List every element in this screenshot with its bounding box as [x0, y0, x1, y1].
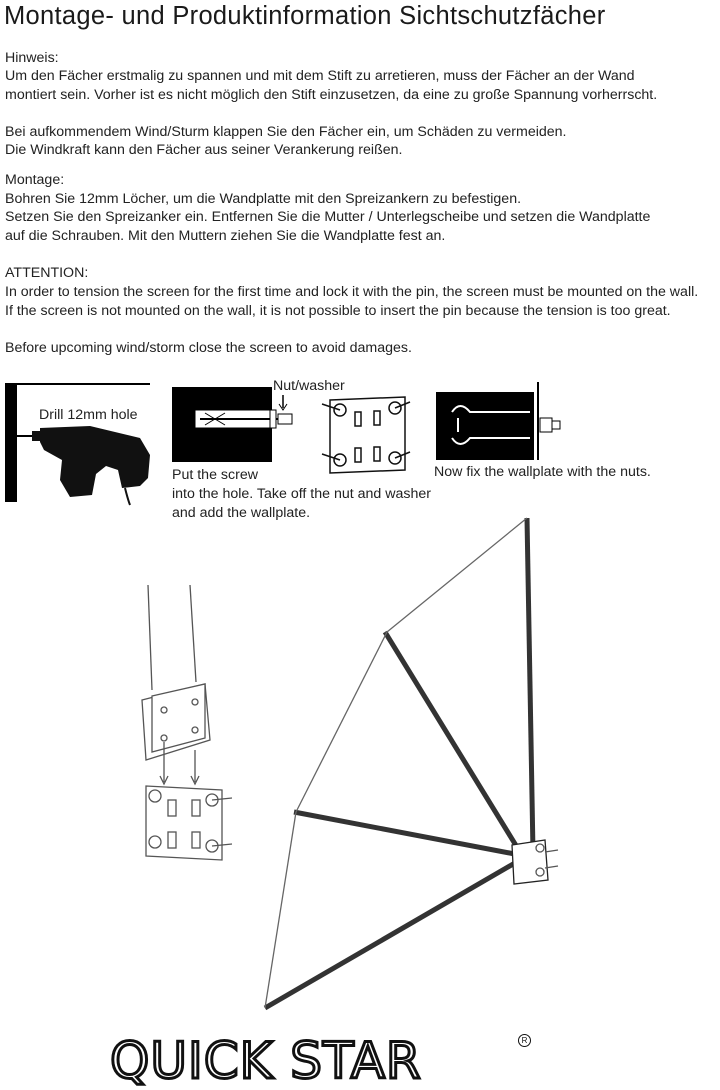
drill-illustration	[5, 384, 150, 505]
montage-line-2: Setzen Sie den Spreizanker ein. Entfernen Sie die Mutter / Unterlegscheibe und setzen die Wandplatte	[5, 209, 651, 225]
attention-line-3: Before upcoming wind/storm close the screen to avoid damages.	[5, 340, 412, 356]
montage-line-1: Bohren Sie 12mm Löcher, um die Wandplatte mit den Spreizankern zu befestigen.	[5, 191, 522, 207]
montage-heading: Montage:	[5, 172, 65, 188]
hinweis-heading: Hinweis:	[5, 50, 59, 66]
page-title: Montage- und Produktinformation Sichtschutzfächer	[4, 2, 606, 30]
screw-caption-line-3: and add the wallplate.	[172, 505, 311, 521]
wallplate-illustration	[322, 397, 410, 473]
nut-washer-caption: Nut/washer	[273, 378, 345, 394]
drill-caption: Drill 12mm hole	[39, 407, 138, 423]
hinweis-line-2: montiert sein. Vorher ist es nicht möglich den Stift einzusetzen, da eine zu große Spannung vorherrscht.	[5, 87, 658, 103]
anchor-illustration	[172, 387, 292, 462]
quick-star-logo	[110, 1032, 530, 1090]
montage-line-3: auf die Schrauben. Mit den Muttern ziehen Sie die Wandplatte fest an.	[5, 228, 446, 244]
logo-text: QUICK STAR	[110, 1032, 422, 1090]
fix-caption: Now fix the wallplate with the nuts.	[434, 464, 651, 480]
screw-caption-line-2: into the hole. Take off the nut and washer	[172, 486, 431, 502]
wind-line-1: Bei aufkommendem Wind/Sturm klappen Sie den Fächer ein, um Schäden zu vermeiden.	[5, 124, 567, 140]
screw-caption-line-1: Put the screw	[172, 467, 258, 483]
screen-illustration	[142, 518, 558, 1008]
attention-line-2: If the screen is not mounted on the wall, it is not possible to insert the pin because the tension is too great.	[5, 303, 671, 319]
hinweis-line-1: Um den Fächer erstmalig zu spannen und mit dem Stift zu arretieren, muss der Fächer an der Wand	[5, 68, 635, 84]
attention-line-1: In order to tension the screen for the first time and lock it with the pin, the screen must be mounted on the wall.	[5, 284, 699, 300]
wind-line-2: Die Windkraft kann den Fächer aus seiner Verankerung reißen.	[5, 142, 403, 158]
registered-mark-icon: R	[518, 1034, 531, 1047]
fixed-wallplate-illustration	[436, 382, 560, 460]
attention-heading: ATTENTION:	[5, 265, 89, 281]
